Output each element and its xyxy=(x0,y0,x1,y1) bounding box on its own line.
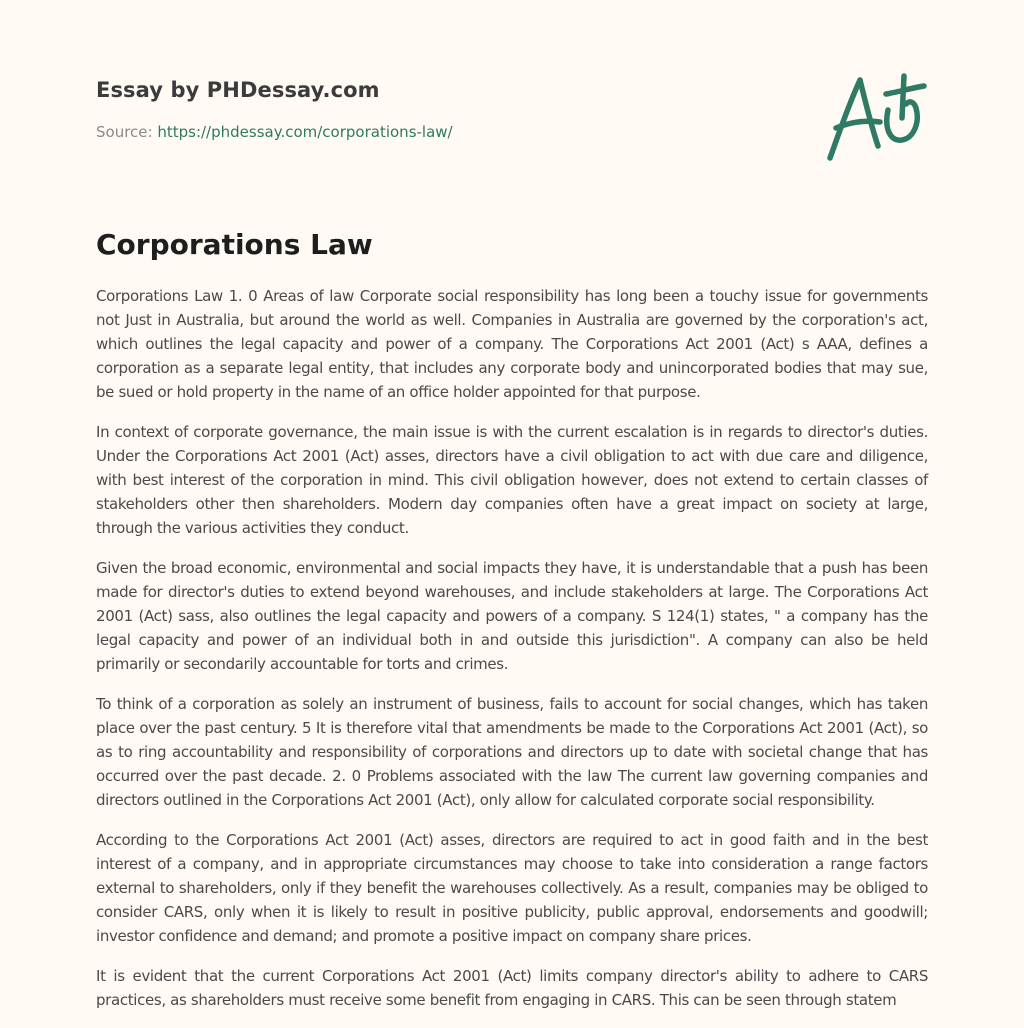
essay-header xyxy=(96,76,736,142)
paragraph: According to the Corporations Act 2001 (Act) asses, directors are required to act in good faith and in the best interest of a company, and in appropriate circumstances may choose to take into consideration a range factors external to shareholders, only if they benefit the warehouses collectively. As a result, companies may be obliged to consider CARS, only when it is likely to result in positive publicity, public approval, endorsements and goodwill; investor confidence and demand; and promote a positive impact on company share prices. xyxy=(96,831,928,945)
paragraph: It is evident that the current Corporations Act 2001 (Act) limits company director's ability to adhere to CARS practices, as shareholders must receive some benefit from engaging in CARS. This can be seen through statem xyxy=(96,967,928,1009)
article-title: Corporations Law xyxy=(96,228,373,261)
site-brand: Essay by PHDessay.com xyxy=(96,78,380,102)
a-plus-grade-icon xyxy=(820,66,930,166)
paragraph: To think of a corporation as solely an instrument of business, fails to account for social changes, which has taken place over the past century. 5 It is therefore vital that amendments be made to the Corporations Act 2001 (Act), so as to ring accountability and responsibility of corporations and directors up to date with societal change that has occurred over the past decade. 2. 0 Problems associated with the law The current law governing companies and directors outlined in the Corporations Act 2001 (Act), only allow for calculated corporate social responsibility. xyxy=(96,695,928,809)
source-line xyxy=(96,122,736,142)
source-label: Source: xyxy=(96,123,158,141)
source-link[interactable]: https://phdessay.com/corporations-law/ xyxy=(157,123,453,141)
paragraph: In context of corporate governance, the main issue is with the current escalation is in regards to director's duties. Under the Corporations Act 2001 (Act) asses, directors have a civil obligation to act with due care and diligence, with best interest of the corporation in mind. This civil obligation however, does not extend to certain classes of stakeholders other then shareholders. Modern day companies often have a great impact on society at large, through the various activities they conduct. xyxy=(96,423,928,537)
paragraph: Corporations Law 1. 0 Areas of law Corporate social responsibility has long been a touchy issue for governments not Just in Australia, but around the world as well. Companies in Australia are governed by the corporation's act, which outlines the legal capacity and power of a company. The Corporations Act 2001 (Act) s AAA, defines a corporation as a separate legal entity, that includes any corporate body and unincorporated bodies that may sue, be sued or hold property in the name of an office holder appointed for that purpose. xyxy=(96,287,928,401)
paragraph: Given the broad economic, environmental and social impacts they have, it is understandable that a push has been made for director's duties to extend beyond warehouses, and include stakeholders at large. The Corporations Act 2001 (Act) sass, also outlines the legal capacity and powers of a company. S 124(1) states, " a company has the legal capacity and power of an individual both in and outside this jurisdiction". A company can also be held primarily or secondarily accountable for torts and crimes. xyxy=(96,559,928,673)
article-body xyxy=(96,284,928,1028)
